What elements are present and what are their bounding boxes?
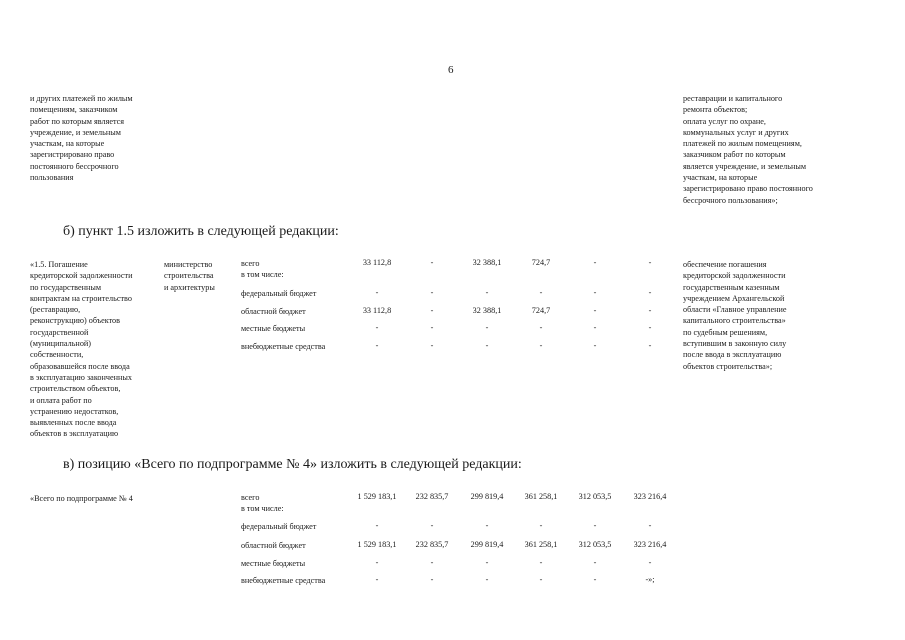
row-value: - xyxy=(375,558,379,567)
row-value: - xyxy=(430,258,434,267)
row-value: 299 819,4 xyxy=(470,540,504,549)
row-value: - xyxy=(593,258,597,267)
table1-result: обеспечение погашения кредиторской задолженности государственным казенным учреждением Архангельской области «Главное управление капитального строительства» по судебным решениям, вступившим в законную силу после ввода в эксплуатацию объектов строительства»; xyxy=(683,260,787,371)
row-value: 32 388,1 xyxy=(472,306,502,315)
row-value: - xyxy=(539,558,543,567)
row-value: - xyxy=(375,288,379,297)
row-value: - xyxy=(539,323,543,332)
page-number: 6 xyxy=(448,64,454,76)
row-value: - xyxy=(430,575,434,584)
row-value: - xyxy=(593,341,597,350)
row-label: областной бюджет xyxy=(241,541,306,550)
row-label: внебюджетные средства xyxy=(241,576,326,585)
row-value: 33 112,8 xyxy=(362,306,392,315)
row-value: - xyxy=(485,323,489,332)
row-value: - xyxy=(593,323,597,332)
row-value: - xyxy=(485,288,489,297)
row-value: 323 216,4 xyxy=(633,492,667,501)
row-value: 724,7 xyxy=(531,258,551,267)
row-value: - xyxy=(430,288,434,297)
top-left-continuation-text: и других платежей по жилым помещениям, заказчиком работ по которым является учреждение, и земельным участкам, на которые зарегистрировано право постоянного бессрочного пользования xyxy=(30,94,133,183)
row-value: - xyxy=(593,288,597,297)
row-value: 724,7 xyxy=(531,306,551,315)
row-value: 312 053,5 xyxy=(578,540,612,549)
heading-b: б) пункт 1.5 изложить в следующей редакции: xyxy=(63,224,339,239)
row-value: 232 835,7 xyxy=(415,492,449,501)
table2-measure-name: «Всего по подпрограмме № 4 xyxy=(30,494,133,503)
table1-executor: министерство строительства и архитектуры xyxy=(164,260,215,292)
row-value: - xyxy=(430,558,434,567)
row-value: - xyxy=(430,323,434,332)
row-value: 1 529 183,1 xyxy=(357,492,397,501)
row-value: 232 835,7 xyxy=(415,540,449,549)
row-value: - xyxy=(648,306,652,315)
row-value: 33 112,8 xyxy=(362,258,392,267)
row-value: 361 258,1 xyxy=(524,540,558,549)
row-value: - xyxy=(485,521,489,530)
row-value: - xyxy=(539,341,543,350)
row-value: - xyxy=(593,521,597,530)
row-value: - xyxy=(593,575,597,584)
row-value: 312 053,5 xyxy=(578,492,612,501)
row-value: - xyxy=(375,575,379,584)
row-label: внебюджетные средства xyxy=(241,342,326,351)
row-value: - xyxy=(539,575,543,584)
row-value: - xyxy=(539,288,543,297)
row-label: всего в том числе: xyxy=(241,259,284,280)
row-value: - xyxy=(430,521,434,530)
row-label: федеральный бюджет xyxy=(241,289,317,298)
row-value: - xyxy=(648,341,652,350)
heading-c: в) позицию «Всего по подпрограмме № 4» изложить в следующей редакции: xyxy=(63,457,522,472)
row-value: - xyxy=(375,323,379,332)
top-right-continuation-text: реставрации и капитального ремонта объектов; оплата услуг по охране, коммунальных услуг и других платежей по жилым помещениям, заказчиком работ по которым является учреждение, и земельным участкам, на которые зарегистрировано право постоянного бессрочного пользования»; xyxy=(683,94,813,205)
row-value: - xyxy=(375,341,379,350)
row-label: всего в том числе: xyxy=(241,493,284,514)
row-value: - xyxy=(648,258,652,267)
row-value: 32 388,1 xyxy=(472,258,502,267)
row-value: 1 529 183,1 xyxy=(357,540,397,549)
row-value: - xyxy=(485,341,489,350)
row-value: -»; xyxy=(645,575,655,584)
row-value: 323 216,4 xyxy=(633,540,667,549)
row-label: областной бюджет xyxy=(241,307,306,316)
row-label: местные бюджеты xyxy=(241,559,306,568)
row-value: - xyxy=(430,306,434,315)
row-value: - xyxy=(375,521,379,530)
row-value: - xyxy=(648,323,652,332)
row-value: - xyxy=(430,341,434,350)
row-label: федеральный бюджет xyxy=(241,522,317,531)
table1-measure-name: «1.5. Погашение кредиторской задолженности по государственным контрактам на строительство (реставрацию, реконструкцию) объектов государственной (муниципальной) собственности, образовавшейся после ввода в эксплуатацию законченных строительством объектов, и оплата работ по устранению недостатков, выявленных после ввода объектов в эксплуатацию xyxy=(30,260,133,439)
row-value: - xyxy=(485,558,489,567)
row-value: - xyxy=(648,558,652,567)
row-value: 299 819,4 xyxy=(470,492,504,501)
row-value: - xyxy=(593,306,597,315)
row-value: - xyxy=(539,521,543,530)
row-value: - xyxy=(648,521,652,530)
row-value: - xyxy=(648,288,652,297)
row-value: - xyxy=(485,575,489,584)
row-label: местные бюджеты xyxy=(241,324,306,333)
row-value: - xyxy=(593,558,597,567)
row-value: 361 258,1 xyxy=(524,492,558,501)
